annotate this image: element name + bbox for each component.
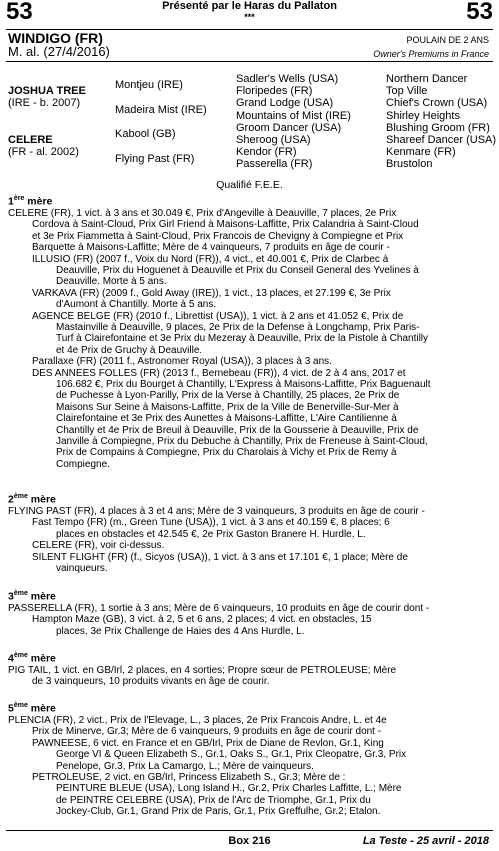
premium-note: Owner's Premiums in France (373, 49, 489, 59)
pedigree-gen4: Kenmare (FR) (386, 146, 456, 158)
pedigree-text-line: de Puchesse à Lyon-Parilly, Prix de la Verse à Chantilly, 25 places, 2e Prix de (56, 390, 400, 402)
pedigree-top-rule (6, 61, 493, 62)
pedigree-text-line: VARKAVA (FR) (2009 f., Gold Away (IRE)), 1 vict., 13 places, et 27.199 €, 3e Prix (32, 287, 391, 299)
section-lines (8, 665, 492, 688)
pedigree-text-line: CELERE (FR), 1 vict. à 3 ans et 30.049 €, Prix d'Angeville à Deauville, 7 places, 2e Prix (8, 207, 397, 219)
pedigree-gen3: Sheroog (USA) (236, 134, 311, 146)
pedigree-gen3: Passerella (FR) (236, 158, 313, 170)
pedigree-gen3: Sadler's Wells (USA) (236, 73, 339, 85)
section-title: 4ème mère (8, 652, 56, 665)
pedigree-text-line: Parallaxe (FR) (2011 f., Astronomer Royal (USA)), 3 places à 3 ans. (32, 356, 332, 368)
pedigree-text-line: et 3e Prix Fiammetta à Saint-Cloud, Prix Francois de Chevigny à Compiegne et Prix (32, 230, 404, 242)
pedigree-text-line: PETROLEUSE, 2 vict. en GB/Irl, Princess Elizabeth S., Gr.3; Mère de : (32, 771, 346, 783)
pedigree-text-line: Jockey-Club, Gr.1, Grand Prix de Paris, Gr.1, Prix Greffulhe, Gr.2; Etalon. (56, 806, 381, 818)
pedigree-text-line: DES ANNEES FOLLES (FR) (2013 f., Bernebeau (FR)), 4 vict. de 2 à 4 ans, 2017 et (32, 367, 406, 379)
qualification-note: Qualifié F.E.E. (216, 179, 283, 191)
pedigree-text-line: PASSERELLA (FR), 1 sortie à 3 ans; Mère de 6 vainqueurs, 10 produits en âge de courir dont - (8, 602, 430, 614)
pedigree-text-line: d'Aumont à Chantilly. Morte à 5 ans. (56, 299, 217, 311)
pedigree-text-line: Maisons Sur Seine à Maisons-Laffitte, Prix de la Ville de Benerville-Sur-Mer à (56, 401, 399, 413)
dam-section-5 (8, 700, 492, 818)
section-lines (8, 603, 492, 637)
pedigree-text-line: PEINTURE BLEUE (USA), Long Island H., Gr.2, Prix Charles Laffitte, L.; Mère (56, 783, 402, 795)
pedigree-text-line: Cordova à Saint-Cloud, Prix Girl Friend à Maisons-Laffitte, Prix Calandria à Saint-Cloud (32, 219, 419, 231)
box-number: Box 216 (228, 835, 271, 847)
sale-info: La Teste - 25 avril - 2018 (362, 835, 489, 847)
stars: *** (244, 12, 255, 22)
pedigree-text-line: FLYING PAST (FR), 4 places à 3 et 4 ans; Mère de 3 vainqueurs, 3 produits en âge de courir - (8, 505, 425, 517)
pedigree-text-line: PAWNEESE, 6 vict. en France et en GB/Irl, Prix de Diane de Revlon, Gr.1, King (32, 737, 384, 749)
section-title: 1ère mère (8, 195, 53, 208)
pedigree-text-line: vainqueurs. (56, 562, 108, 574)
sire-name: JOSHUA TREE (8, 85, 86, 97)
pedigree-gen3: Kendor (FR) (236, 146, 297, 158)
pedigree-gen2: Madeira Mist (IRE) (115, 104, 207, 116)
pedigree-text-line: George VI & Queen Elizabeth S., Gr.1, Oaks S., Gr.1, Prix Cleopatre, Gr.3, Prix (56, 749, 407, 761)
pedigree-text-line: Mastainville à Deauville, 9 places, 2e Prix de la Defense à Longchamp, Prix Paris- (56, 321, 420, 333)
dam-section-2 (8, 491, 492, 574)
pedigree-gen4: Shirley Heights (386, 110, 460, 122)
pedigree-gen3: Mountains of Mist (IRE) (236, 110, 351, 122)
pedigree-text-line: Turf à Clairefontaine et 3e Prix du Mezeray à Deauville, Prix de la Pistole à Chantilly (56, 333, 429, 345)
dam-name: CELERE (8, 134, 53, 146)
pedigree-text-line: Fast Tempo (FR) (m., Green Tune (USA)), 1 vict. à 3 ans et 40.159 €, 8 places; 6 (32, 517, 390, 529)
pedigree-text-line: Deauville, Prix du Hoguenet à Deauville et Prix du Conseil General des Yvelines à (56, 264, 419, 276)
pedigree-text-line: places, 3e Prix Challenge de Haies des 4 Ans Hurdle, L. (56, 625, 305, 637)
pedigree-text-line: ILLUSIO (FR) (2007 f., Voix du Nord (FR)), 4 vict., et 40.001 €, Prix de Clarbec à (32, 253, 389, 265)
section-title: 2ème mère (8, 493, 56, 506)
dam-section-3 (8, 588, 492, 637)
sire-detail: (IRE - b. 2007) (8, 97, 81, 109)
pedigree-gen3: Groom Dancer (USA) (236, 122, 342, 134)
pedigree-text-line: de 3 vainqueurs, 10 produits vivants en âge de courir. (32, 676, 270, 688)
dam-detail: (FR - al. 2002) (8, 146, 79, 158)
pedigree-text-line: de PEINTRE CELEBRE (USA), Prix de l'Arc de Triomphe, Gr.1, Prix du (56, 794, 371, 806)
pedigree-text-line: Prix de Minerve, Gr.3; Mère de 6 vainqueurs, 9 produits en âge de courir dont - (32, 726, 382, 738)
pedigree-gen4: Chief's Crown (USA) (386, 97, 488, 109)
pedigree-text-line: CELERE (FR), voir ci-dessus. (32, 540, 165, 552)
pedigree-gen4: Northern Dancer (386, 73, 468, 85)
dam-section-4 (8, 650, 492, 688)
pedigree-text-line: SILENT FLIGHT (FR) (f., Sicyos (USA)), 1 vict. à 3 ans et 17.101 €, 1 place; Mère de (32, 551, 408, 563)
pedigree-text-line: Penelope, Gr.3, Prix La Camargo, L.; Mère de vainqueurs. (56, 760, 314, 772)
pedigree-text-line: Barquette à Maisons-Laffitte; Mère de 4 vainqueurs, 7 produits en âge de courir - (32, 242, 390, 254)
pedigree-gen4: Shareef Dancer (USA) (386, 134, 497, 146)
pedigree-gen4: Blushing Groom (FR) (386, 122, 490, 134)
consignor-title: Présenté par le Haras du Pallaton (162, 0, 337, 12)
pedigree-text-line: Janville à Compiegne, Prix du Debuche à Chantilly, Prix de Freneuse à Saint-Cloud, (56, 436, 428, 448)
pedigree-text-line: Clairefontaine et 3e Prix des Aunettes à Maisons-Laffitte, L'Aire Cantilienne à (56, 413, 397, 425)
pedigree-text-line: AGENCE BELGE (FR) (2010 f., Librettist (USA)), 1 vict. à 2 ans et 41.052 €, Prix de (32, 310, 404, 322)
pedigree-text-line: Chantilly et 4e Prix de Breuil à Deauville, Prix de la Gousserie à Deauville, Prix de (56, 424, 419, 436)
section-lines (8, 715, 492, 818)
horse-type: POULAIN DE 2 ANS (406, 35, 489, 45)
pedigree-text-line: Prix de Compains à Compiegne, Prix du Charolais à Vichy et Prix de Remy à (56, 447, 397, 459)
horse-name: WINDIGO (FR) (8, 30, 103, 46)
lot-number-right: 53 (466, 0, 493, 25)
pedigree-gen2: Flying Past (FR) (115, 153, 195, 165)
pedigree-text-line: Compiegne. (56, 458, 110, 470)
pedigree-text-line: PIG TAIL, 1 vict. en GB/Irl, 2 places, en 4 sorties; Propre sœur de PETROLEUSE; Mère (8, 664, 397, 676)
footer-rule (6, 830, 493, 831)
dam-section-1 (8, 193, 492, 470)
pedigree-gen3: Floripedes (FR) (236, 85, 313, 97)
pedigree-text-line: Hampton Maze (GB), 3 vict. à 2, 5 et 6 ans, 2 places; 4 vict. en obstacles, 15 (32, 614, 372, 626)
pedigree-text-line: places en obstacles et 42.545 €, 2e Prix Gaston Branere H. Hurdle, L. (56, 528, 366, 540)
pedigree-gen2: Kabool (GB) (115, 128, 176, 140)
pedigree-text-line: Deauville. Morte à 5 ans. (56, 276, 167, 288)
section-lines (8, 208, 492, 470)
pedigree-gen4: Brustolon (386, 158, 433, 170)
section-title: 5ème mère (8, 702, 56, 715)
pedigree-text-line: 106.682 €, Prix du Bourget à Chantilly, L'Express à Maisons-Laffitte, Prix Baguenault (56, 379, 431, 390)
horse-info: M. al. (27/4/2016) (8, 44, 110, 59)
section-title: 3ème mère (8, 590, 56, 603)
section-lines (8, 506, 492, 574)
pedigree-gen4: Top Ville (386, 85, 428, 97)
pedigree-text-line: PLENCIA (FR), 2 vict., Prix de l'Elevage, L., 3 places, 2e Prix Francois Andre, L. et 4e (8, 714, 387, 726)
pedigree-gen3: Grand Lodge (USA) (236, 97, 334, 109)
pedigree-text-line: et 4e Prix de Gruchy à Deauville. (56, 344, 203, 356)
lot-number-left: 53 (6, 0, 33, 25)
pedigree-gen2: Montjeu (IRE) (115, 79, 183, 91)
